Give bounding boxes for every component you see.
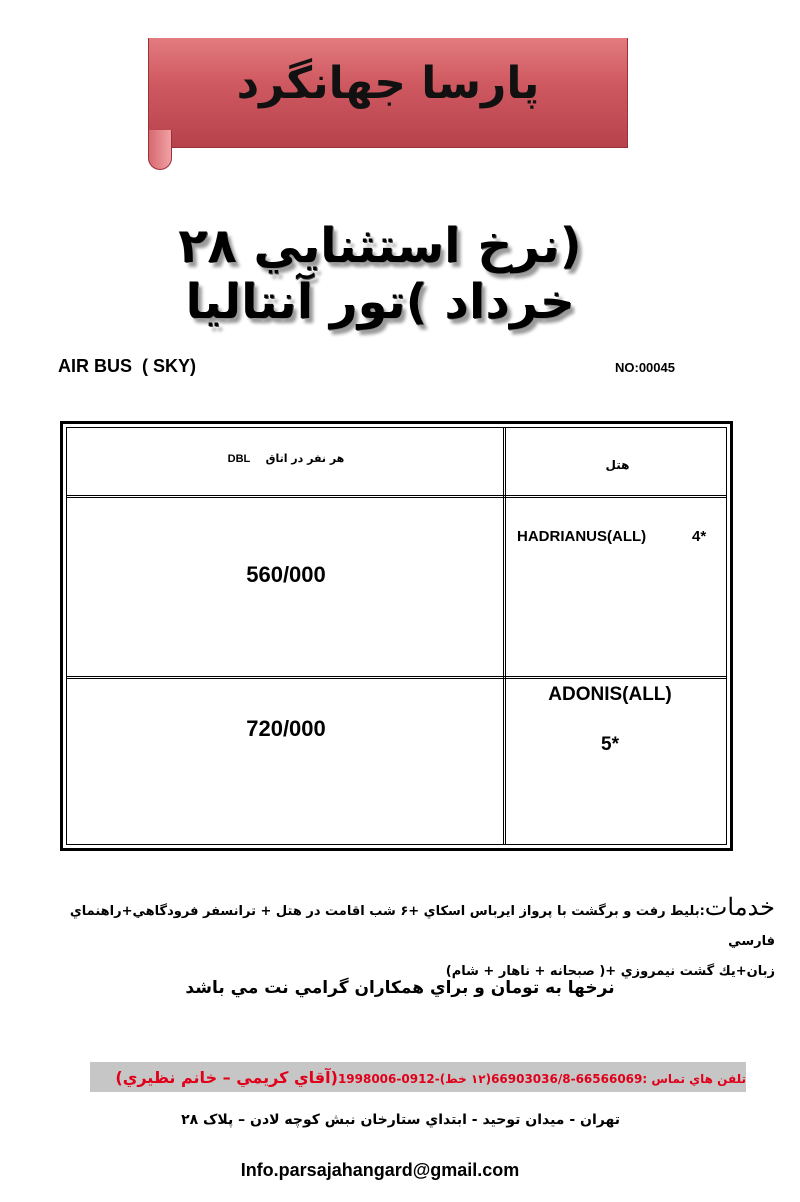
table-header-hotel: هتل — [605, 458, 630, 472]
contact-person: (آقاي كريمي – خانم نظيري) — [115, 1068, 338, 1087]
banner-curl — [148, 130, 172, 170]
hotel-stars: 4* — [692, 528, 707, 545]
hotel-name: HADRIANUS(ALL) — [517, 528, 647, 545]
table-row-divider — [66, 676, 727, 679]
header-price-label: هر نفر در اتاق — [265, 452, 345, 465]
hotel-name: ADONIS(ALL) — [548, 684, 672, 705]
table-column-divider — [503, 427, 506, 845]
price-cell: 560/000 — [246, 562, 326, 587]
hotel-stars: 5* — [601, 734, 619, 755]
airline-label: AIR BUS ( SKY) — [58, 356, 197, 376]
services-label: خدمات — [704, 893, 775, 921]
rates-note: نرخها به تومان و براي همكاران گرامي نت مي باشد — [185, 978, 615, 998]
price-cell: 720/000 — [246, 716, 326, 741]
address: تهران - ميدان توحيد - ابتداي ستارخان نبش كوچه لادن – پلاک ۲۸ — [181, 1112, 620, 1128]
tour-headline: (نرخ استثنايي ۲۸ خرداد )تور آنتاليا — [178, 218, 582, 330]
services-block — [40, 892, 775, 987]
header-room-type: DBL — [227, 453, 251, 465]
table-header-price — [66, 452, 506, 465]
services-line-2: زبان+يك گشت نيمروزي +( صبحانه + ناهار + شام) — [445, 964, 775, 979]
document-number: NO:00045 — [615, 360, 675, 375]
email-address[interactable]: Info.parsajahangard@gmail.com — [240, 1160, 520, 1180]
contact-phones — [90, 1068, 746, 1087]
phone-numbers: تلفن هاي تماس :66566069-66903036/8(۱۲ خط)-0912-1998006 — [337, 1072, 746, 1086]
table-header-divider — [66, 495, 727, 498]
services-text-1: :بليط رفت و برگشت با پرواز ايرباس اسكاي +۶ شب اقامت در هتل + ترانسفر فرودگاهي+راهنماي فارسي — [69, 904, 775, 949]
services-line-1 — [40, 892, 775, 957]
brand-name: پارسا جهانگرد — [236, 58, 540, 109]
price-table-inner-border — [66, 427, 727, 845]
